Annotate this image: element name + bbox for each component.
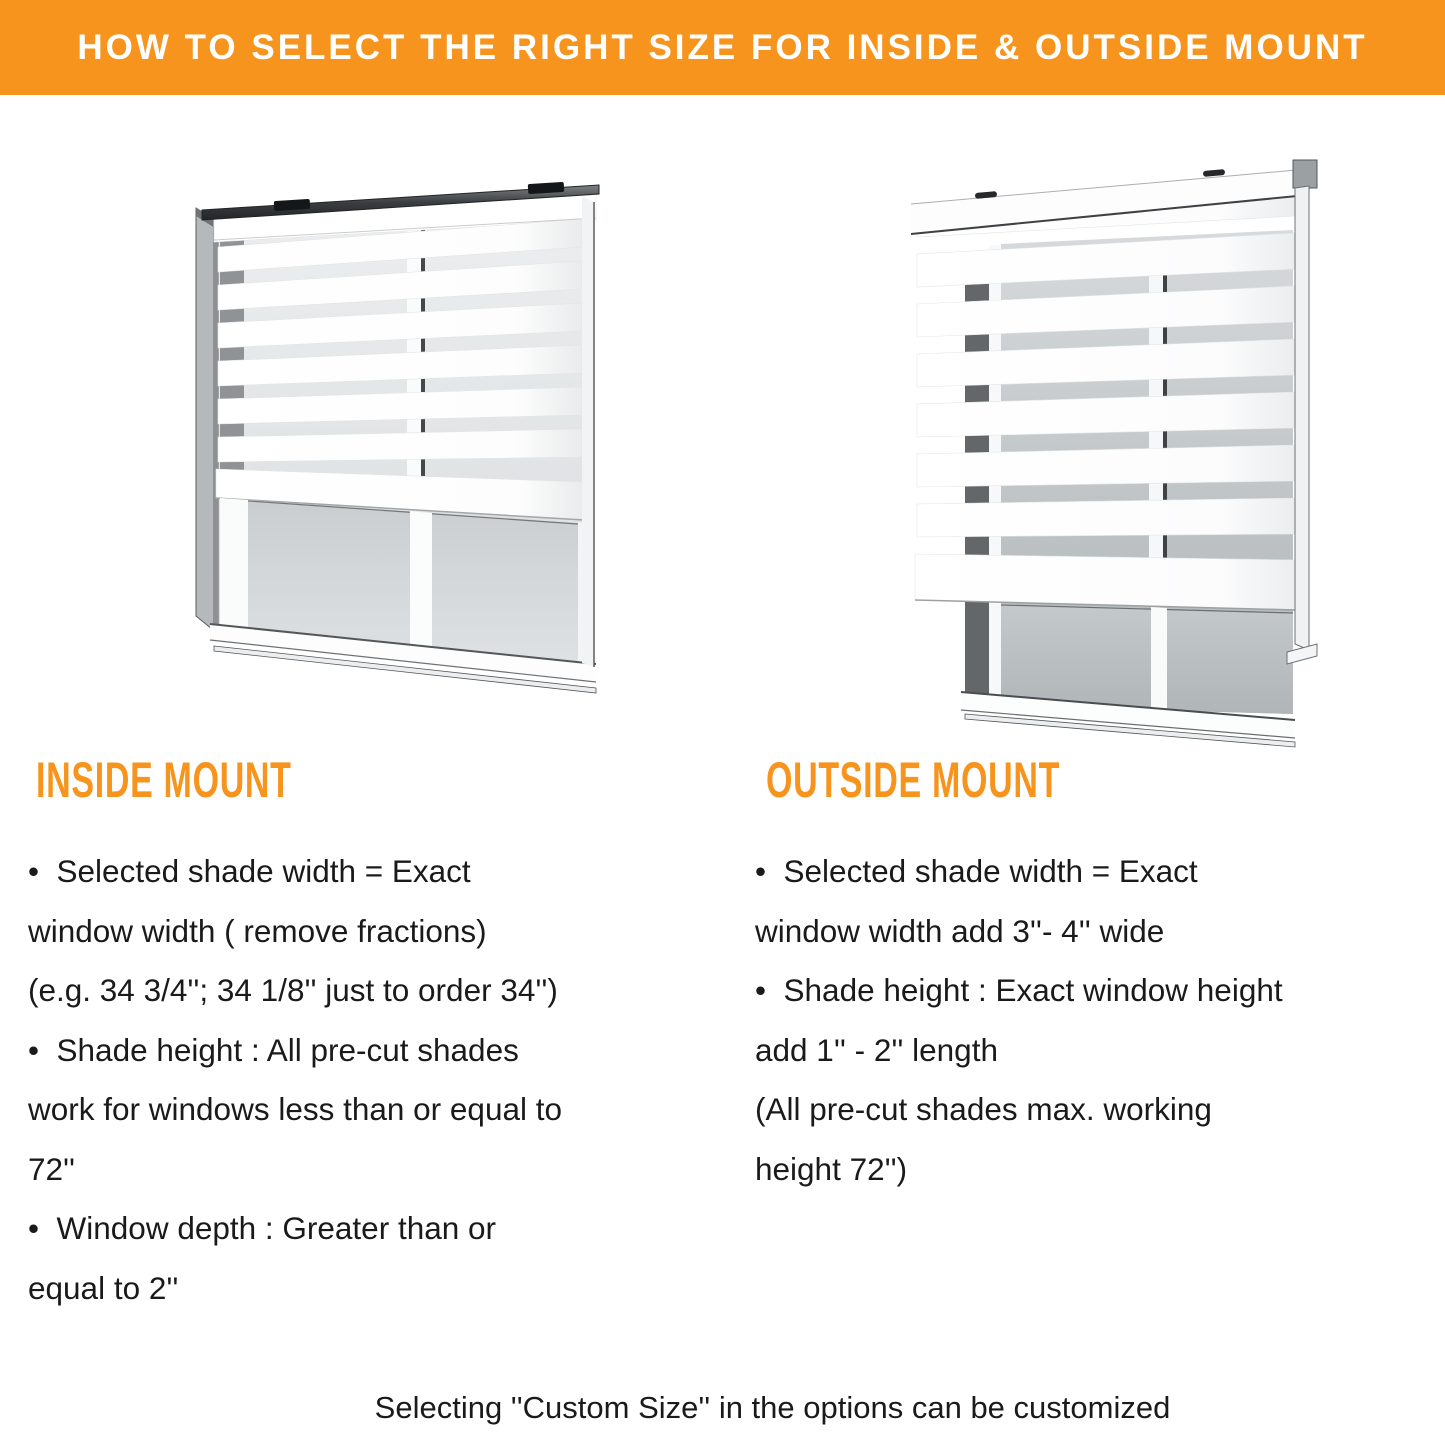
custom-size-note: Selecting ''Custom Size'' in the options can be customized — [374, 1390, 1171, 1425]
spec-line: • Shade height : All pre-cut shades — [28, 1031, 519, 1068]
spec-line: • Selected shade width = Exact — [28, 853, 471, 889]
spec-line: height 72'') — [755, 1150, 908, 1187]
banner-title: HOW TO SELECT THE RIGHT SIZE FOR INSIDE & OUTSIDE MOUNT — [77, 27, 1368, 67]
title-banner — [0, 0, 1445, 95]
inside-mount-specs — [28, 842, 728, 1318]
outside-mount-heading: OUTSIDE MOUNT — [766, 752, 1061, 808]
spec-line: equal to 2'' — [28, 1269, 179, 1306]
spec-line: • Shade height : Exact window height — [755, 972, 1283, 1008]
spec-line: (All pre-cut shades max. working — [755, 1091, 1212, 1127]
spec-line: • Window depth : Greater than or — [28, 1210, 497, 1246]
spec-line: 72'' — [28, 1150, 76, 1187]
spec-line: window width ( remove fractions) — [28, 912, 487, 949]
outside-mount-specs — [755, 842, 1445, 1199]
spec-line: add 1'' - 2'' length — [755, 1031, 998, 1068]
spec-line: work for windows less than or equal to — [28, 1091, 563, 1127]
inside-mount-illustration — [190, 164, 605, 714]
inside-mount-figure — [190, 164, 605, 714]
outside-mount-figure — [905, 154, 1350, 754]
inside-mount-heading: INSIDE MOUNT — [36, 752, 292, 808]
spec-line: (e.g. 34 3/4''; 34 1/8'' just to order 34'') — [28, 972, 558, 1008]
spec-line: • Selected shade width = Exact — [755, 853, 1198, 889]
outside-mount-illustration — [905, 154, 1350, 754]
spec-line: window width add 3''- 4'' wide — [755, 912, 1165, 949]
window-lower-sash — [1001, 604, 1293, 714]
